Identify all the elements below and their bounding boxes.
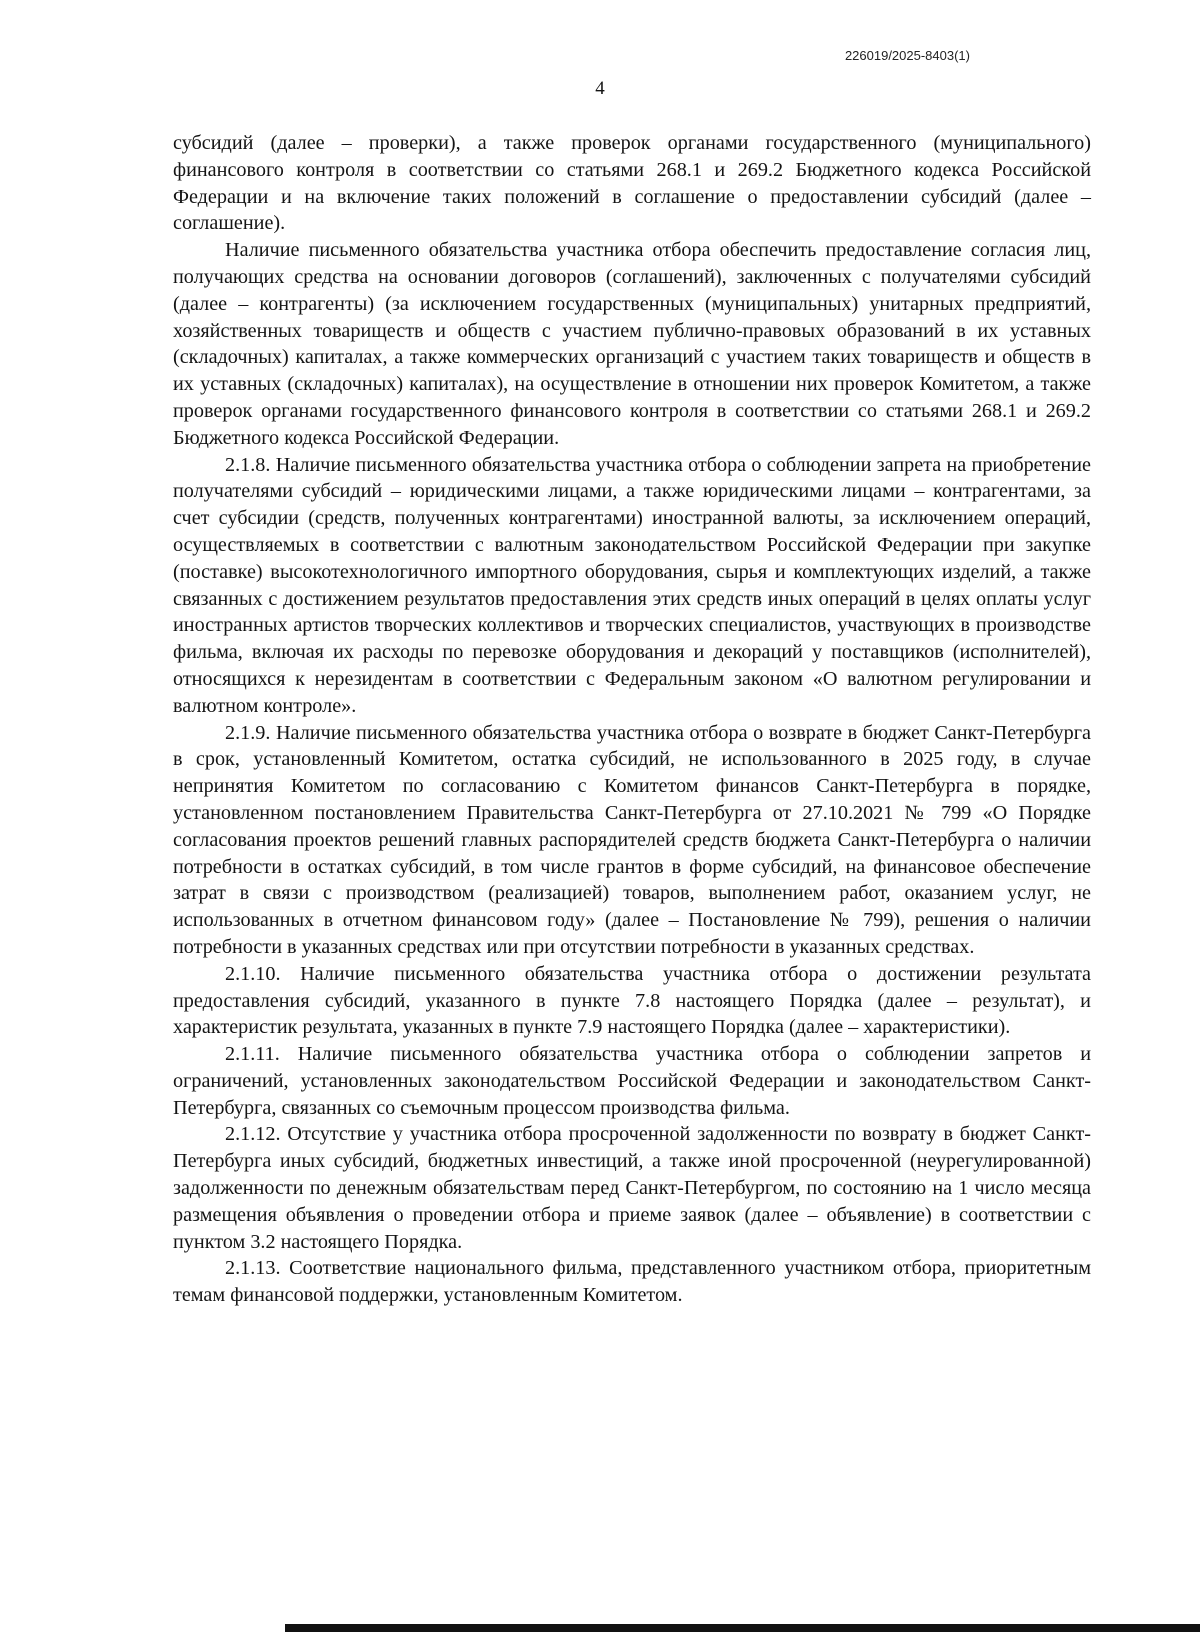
paragraph-2-1-10: 2.1.10. Наличие письменного обязательства участника отбора о достижении результата предоставления субсидий, указанного в пункте 7.8 настоящего Порядка (далее – результат), и характеристик результата, указанных в пункте 7.9 настоящего Порядка (далее – характеристики).: [173, 962, 1091, 1039]
document-body: [173, 130, 1091, 1309]
paragraph-2-1-9: 2.1.9. Наличие письменного обязательства участника отбора о возврате в бюджет Санкт-Петербурга в срок, установленный Комитетом, остатка субсидий, не использованного в 2025 году, в случае непринятия Комитетом по согласованию с Комитетом финансов Санкт-Петербурга в порядке, установленном постановлением Правительства Санкт-Петербурга от 27.10.2021 № 799 «О Порядке согласования проектов решений главных распорядителей средств бюджета Санкт-Петербурга о наличии потребности в остатках субсидий, в том числе грантов в форме субсидий, на финансовое обеспечение затрат в связи с производством (реализацией) товаров, выполнением работ, оказанием услуг, не использованных в отчетном финансовом году» (далее – Постановление № 799), решения о наличии потребности в указанных средствах или при отсутствии потребности в указанных средствах.: [173, 721, 1091, 958]
page-number: 4: [595, 78, 605, 99]
paragraph-continuation: субсидий (далее – проверки), а также проверок органами государственного (муниципального) финансового контроля в соответствии со статьями 268.1 и 269.2 Бюджетного кодекса Российской Федерации и на включение таких положений в соглашение о предоставлении субсидий (далее – соглашение).: [173, 132, 1091, 235]
paragraph-2-1-11: 2.1.11. Наличие письменного обязательства участника отбора о соблюдении запретов и ограничений, установленных законодательством Российской Федерации и законодательством Санкт-Петербурга, связанных со съемочным процессом производства фильма.: [173, 1043, 1091, 1119]
paragraph-consent-obligation: Наличие письменного обязательства участника отбора обеспечить предоставление согласия лиц, получающих средства на основании договоров (соглашений), заключенных с получателями субсидий (далее – контрагенты) (за исключением государственных (муниципальных) унитарных предприятий, хозяйственных товариществ и обществ с участием публично-правовых образований в их уставных (складочных) капиталах, а также коммерческих организаций с участием таких товариществ и обществ в их уставных (складочных) капиталах), на осуществление в отношении них проверок Комитетом, а также проверок органами государственного финансового контроля в соответствии со статьями 268.1 и 269.2 Бюджетного кодекса Российской Федерации.: [173, 239, 1091, 449]
document-id: 226019/2025-8403(1): [844, 48, 970, 63]
paragraph-2-1-13: 2.1.13. Соответствие национального фильма, представленного участником отбора, приоритетным темам финансовой поддержки, установленным Комитетом.: [173, 1257, 1091, 1307]
scan-edge-bar: [285, 1624, 1200, 1632]
paragraph-2-1-8: 2.1.8. Наличие письменного обязательства участника отбора о соблюдении запрета на приобретение получателями субсидий – юридическими лицами, а также юридическими лицами – контрагентами, за счет субсидии (средств, полученных контрагентами) иностранной валюты, за исключением операций, осуществляемых в соответствии с валютным законодательством Российской Федерации при закупке (поставке) высокотехнологичного импортного оборудования, сырья и комплектующих изделий, а также связанных с достижением результатов предоставления этих средств иных операций в целях оплаты услуг иностранных артистов творческих коллективов и творческих специалистов, участвующих в производстве фильма, включая их расходы по перевозке оборудования и декораций у поставщиков (исполнителей), относящихся к нерезидентам в соответствии с Федеральным законом «О валютном регулировании и валютном контроле».: [173, 453, 1091, 717]
paragraph-2-1-12: 2.1.12. Отсутствие у участника отбора просроченной задолженности по возврату в бюджет Санкт-Петербурга иных субсидий, бюджетных инвестиций, а также иной просроченной (неурегулированной) задолженности по денежным обязательствам перед Санкт-Петербургом, по состоянию на 1 число месяца размещения объявления о проведении отбора и приеме заявок (далее – объявление) в соответствии с пунктом 3.2 настоящего Порядка.: [173, 1123, 1091, 1253]
